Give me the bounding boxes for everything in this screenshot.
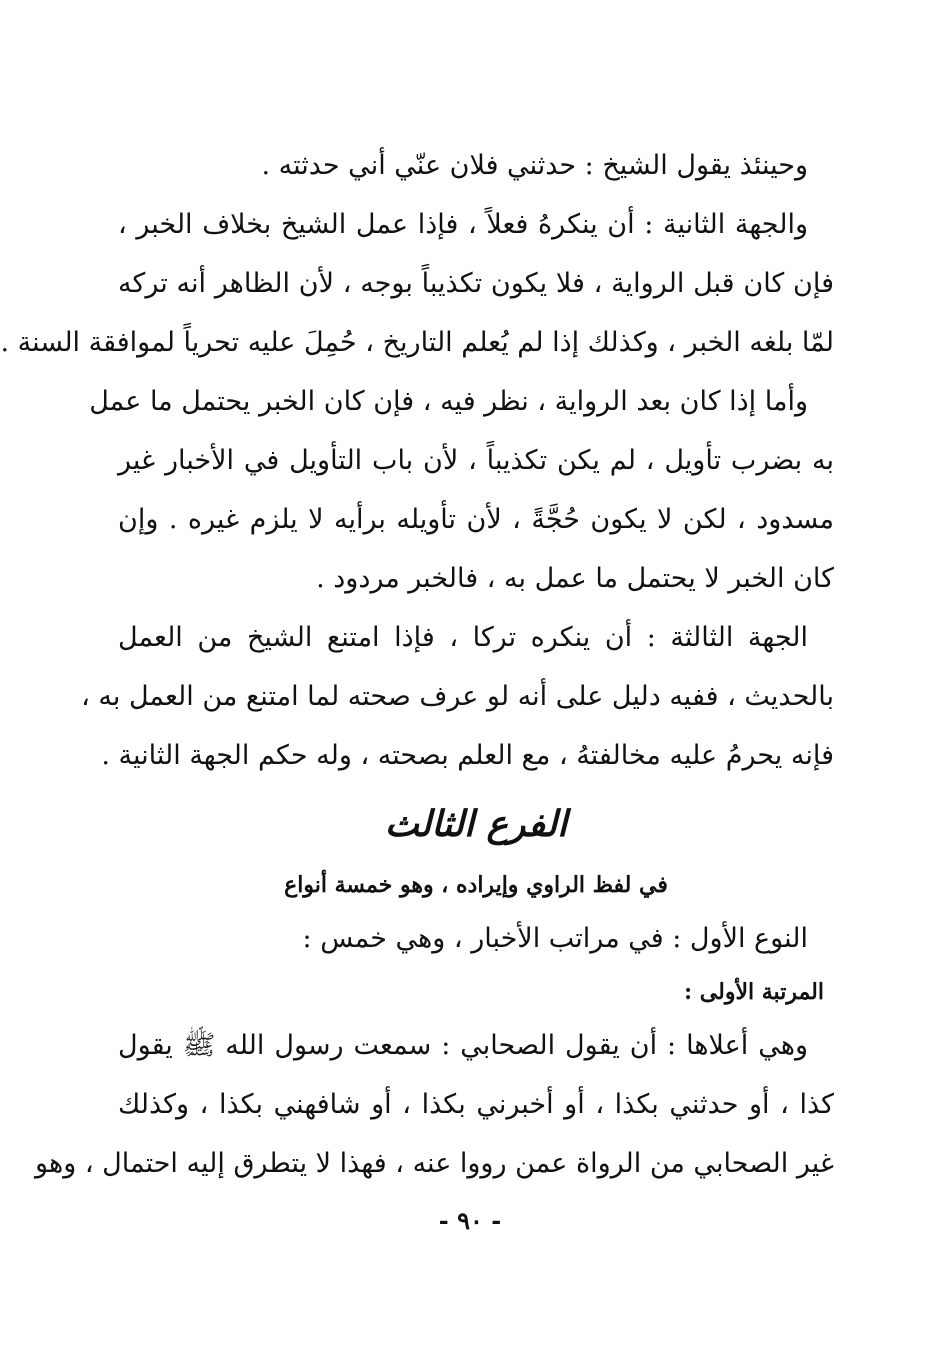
text-line: والجهة الثانية : أن ينكرهُ فعلاً ، فإذا عمل الشيخ بخلاف الخبر ،: [118, 209, 808, 240]
page-number: - ٩٠ -: [438, 1206, 502, 1235]
type-line: النوع الأول : في مراتب الأخبار ، وهي خمس :: [302, 923, 808, 954]
text-line: كان الخبر لا يحتمل ما عمل به ، فالخبر مردود .: [316, 563, 834, 594]
text-line: فإنه يحرمُ عليه مخالفتهُ ، مع العلم بصحته ، وله حكم الجهة الثانية .: [101, 740, 834, 771]
text-line: بالحديث ، ففيه دليل على أنه لو عرف صحته لما امتنع من العمل به ،: [81, 681, 834, 712]
page-body: [0, 136, 834, 1193]
text-line: وأما إذا كان بعد الرواية ، نظر فيه ، فإن كان الخبر يحتمل ما عمل: [89, 386, 808, 417]
section-heading: الفرع الثالث: [384, 803, 568, 845]
text-line: وحينئذ يقول الشيخ : حدثني فلان عنّي أني حدثته .: [261, 150, 808, 181]
text-line: لمّا بلغه الخبر ، وكذلك إذا لم يُعلم التاريخ ، حُمِلَ عليه تحرياً لموافقة السنة .: [0, 327, 834, 358]
text-line: مسدود ، لكن لا يكون حُجَّةً ، لأن تأويله برأيه لا يلزم غيره . وإن: [118, 504, 834, 535]
text-line: فإن كان قبل الرواية ، فلا يكون تكذيباً بوجه ، لأن الظاهر أنه تركه: [118, 268, 834, 299]
rank-label: المرتبة الأولى :: [684, 979, 824, 1005]
section-subheading: في لفظ الراوي وإيراده ، وهو خمسة أنواع: [284, 872, 668, 898]
text-line: الجهة الثالثة : أن ينكره تركا ، فإذا امتنع الشيخ من العمل: [118, 622, 808, 653]
text-line: به بضرب تأويل ، لم يكن تكذيباً ، لأن باب التأويل في الأخبار غير: [118, 445, 834, 476]
text-line: غير الصحابي من الرواة عمن رووا عنه ، فهذا لا يتطرق إليه احتمال ، وهو: [35, 1148, 834, 1179]
text-line: وهي أعلاها : أن يقول الصحابي : سمعت رسول الله ﷺ يقول: [118, 1030, 808, 1061]
text-line: كذا ، أو حدثني بكذا ، أو أخبرني بكذا ، أو شافهني بكذا ، وكذلك: [118, 1089, 834, 1120]
